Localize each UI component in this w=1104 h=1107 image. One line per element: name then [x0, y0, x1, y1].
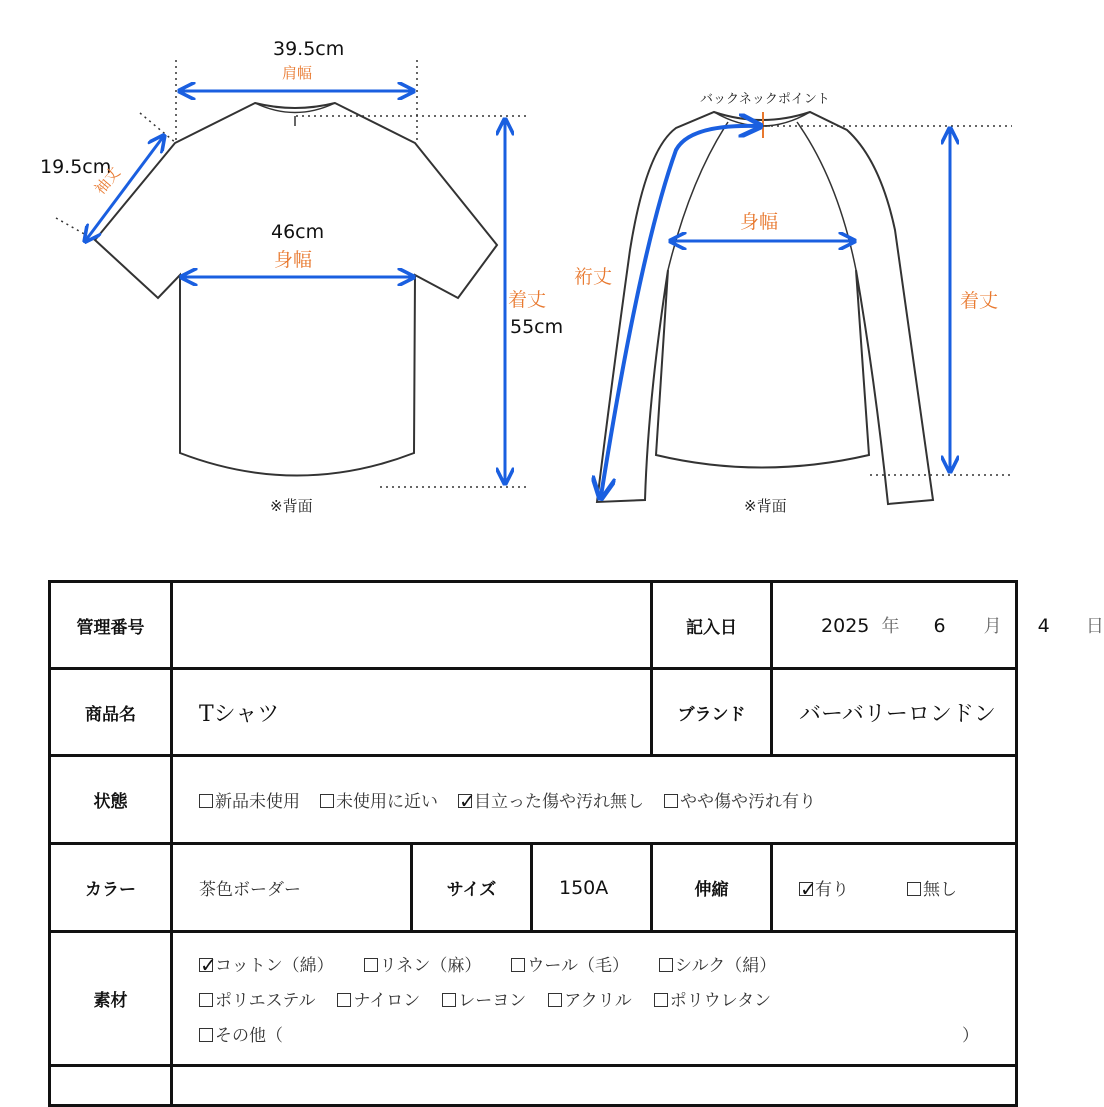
checkbox-option[interactable] [320, 787, 438, 812]
product-spec-table [48, 580, 1104, 1107]
shoulder-label: 肩幅 [282, 64, 313, 82]
checkbox-box[interactable] [199, 794, 213, 808]
checkbox-label: 目立った傷や汚れ無し [474, 792, 644, 812]
size-label: サイズ [412, 844, 532, 932]
table-row [50, 844, 1017, 932]
raglan-chest-label: 身幅 [740, 211, 779, 233]
material-other-close: ） [962, 1026, 979, 1046]
checkbox-option[interactable] [364, 951, 482, 976]
checkbox-option[interactable] [458, 787, 644, 812]
date-day-unit: 日 [1085, 616, 1104, 637]
checkbox-box[interactable] [659, 958, 673, 972]
date-year: 2025 [821, 615, 870, 637]
brand-value: バーバリーロンドン [772, 669, 1017, 756]
sleeve-label: 袖丈 [90, 163, 124, 199]
stretch-options [772, 844, 1017, 932]
checkbox-box[interactable] [654, 993, 668, 1007]
chest-label: 身幅 [274, 249, 313, 271]
table-row [50, 669, 1017, 756]
back-note-left: ※背面 [270, 497, 313, 515]
checkbox-box[interactable] [548, 993, 562, 1007]
table-row [50, 932, 1017, 1066]
empty-cell [172, 1066, 1017, 1106]
measurement-diagram [0, 0, 1080, 560]
checkbox-box[interactable] [907, 882, 921, 896]
checkbox-box[interactable] [511, 958, 525, 972]
yuki-label: 裄丈 [574, 266, 613, 288]
shoulder-value: 39.5cm [273, 38, 345, 60]
checkbox-box[interactable] [664, 794, 678, 808]
checked-box-icon[interactable] [458, 789, 476, 813]
garment-diagram-svg [0, 0, 1080, 560]
checked-box-icon[interactable] [799, 877, 817, 901]
checkbox-option[interactable] [511, 951, 629, 976]
checkmark-icon: ✓ [800, 877, 817, 901]
chest-value: 46cm [271, 221, 325, 243]
length-label: 着丈 [508, 289, 547, 311]
tshirt-back-outline [95, 103, 497, 476]
checkbox-option[interactable] [664, 787, 816, 812]
back-neck-point-label: バックネックポイント [700, 92, 830, 107]
color-value: 茶色ボーダー [172, 844, 412, 932]
checkbox-label: ポリウレタン [669, 991, 772, 1011]
checkbox-option[interactable] [659, 951, 776, 976]
checkmark-icon: ✓ [459, 789, 476, 813]
checkbox-box[interactable] [320, 794, 334, 808]
date-month-unit: 月 [983, 616, 1002, 637]
material-options [172, 932, 1017, 1066]
product-name-label: 商品名 [50, 669, 172, 756]
entry-date-value [772, 582, 1104, 669]
length-value: 55cm [510, 316, 564, 338]
raglan-back-outline [597, 112, 933, 504]
stretch-label: 伸縮 [652, 844, 772, 932]
material-other-label: その他（ [215, 1026, 283, 1046]
checkbox-box[interactable] [199, 1028, 213, 1042]
checkbox-option[interactable] [654, 986, 771, 1011]
back-note-right: ※背面 [744, 497, 787, 515]
checkbox-label: 有り [815, 880, 850, 900]
checkbox-label: レーヨン [458, 991, 527, 1011]
checkbox-option[interactable] [548, 986, 632, 1011]
checkbox-label: 無し [923, 880, 958, 900]
table-row [50, 1066, 1017, 1106]
entry-date-label: 記入日 [652, 582, 772, 669]
checkmark-icon: ✓ [200, 953, 217, 977]
checkbox-label: 新品未使用 [215, 792, 300, 812]
brand-label: ブランド [652, 669, 772, 756]
size-value: 150A [532, 844, 652, 932]
checkbox-box[interactable] [199, 993, 213, 1007]
checkbox-label: シルク（絹） [675, 956, 777, 976]
checkbox-box[interactable] [364, 958, 378, 972]
empty-cell [50, 1066, 172, 1106]
checkbox-option[interactable] [907, 875, 957, 900]
mgmt-number-label: 管理番号 [50, 582, 172, 669]
table-row [50, 582, 1017, 669]
material-label: 素材 [50, 932, 172, 1066]
mgmt-number-value [172, 582, 652, 669]
color-label: カラー [50, 844, 172, 932]
checkbox-option[interactable] [442, 986, 526, 1011]
checkbox-label: リネン（麻） [379, 956, 482, 976]
checkbox-option[interactable] [799, 875, 849, 900]
table-row [50, 756, 1017, 844]
checkbox-label: 未使用に近い [336, 792, 438, 812]
checkbox-label: ウール（毛） [527, 956, 630, 976]
checkbox-label: ナイロン [353, 991, 421, 1011]
checked-box-icon[interactable] [199, 953, 217, 977]
sleeve-value: 19.5cm [40, 156, 112, 178]
checkbox-option[interactable] [199, 787, 300, 812]
checkbox-label: コットン（綿） [215, 956, 334, 976]
date-year-unit: 年 [881, 616, 900, 637]
checkbox-label: アクリル [564, 991, 632, 1011]
checkbox-box[interactable] [337, 993, 351, 1007]
date-month: 6 [933, 615, 946, 637]
condition-options [172, 756, 1017, 844]
checkbox-box[interactable] [442, 993, 456, 1007]
checkbox-option[interactable] [337, 986, 420, 1011]
checkbox-option[interactable] [199, 986, 315, 1011]
product-name-value: Tシャツ [172, 669, 652, 756]
checkbox-option[interactable] [199, 951, 334, 976]
date-day: 4 [1037, 615, 1050, 637]
checkbox-label: やや傷や汚れ有り [680, 792, 816, 812]
raglan-length-label: 着丈 [960, 290, 999, 312]
checkbox-option[interactable] [199, 1021, 283, 1046]
checkbox-label: ポリエステル [215, 991, 316, 1011]
condition-label: 状態 [50, 756, 172, 844]
